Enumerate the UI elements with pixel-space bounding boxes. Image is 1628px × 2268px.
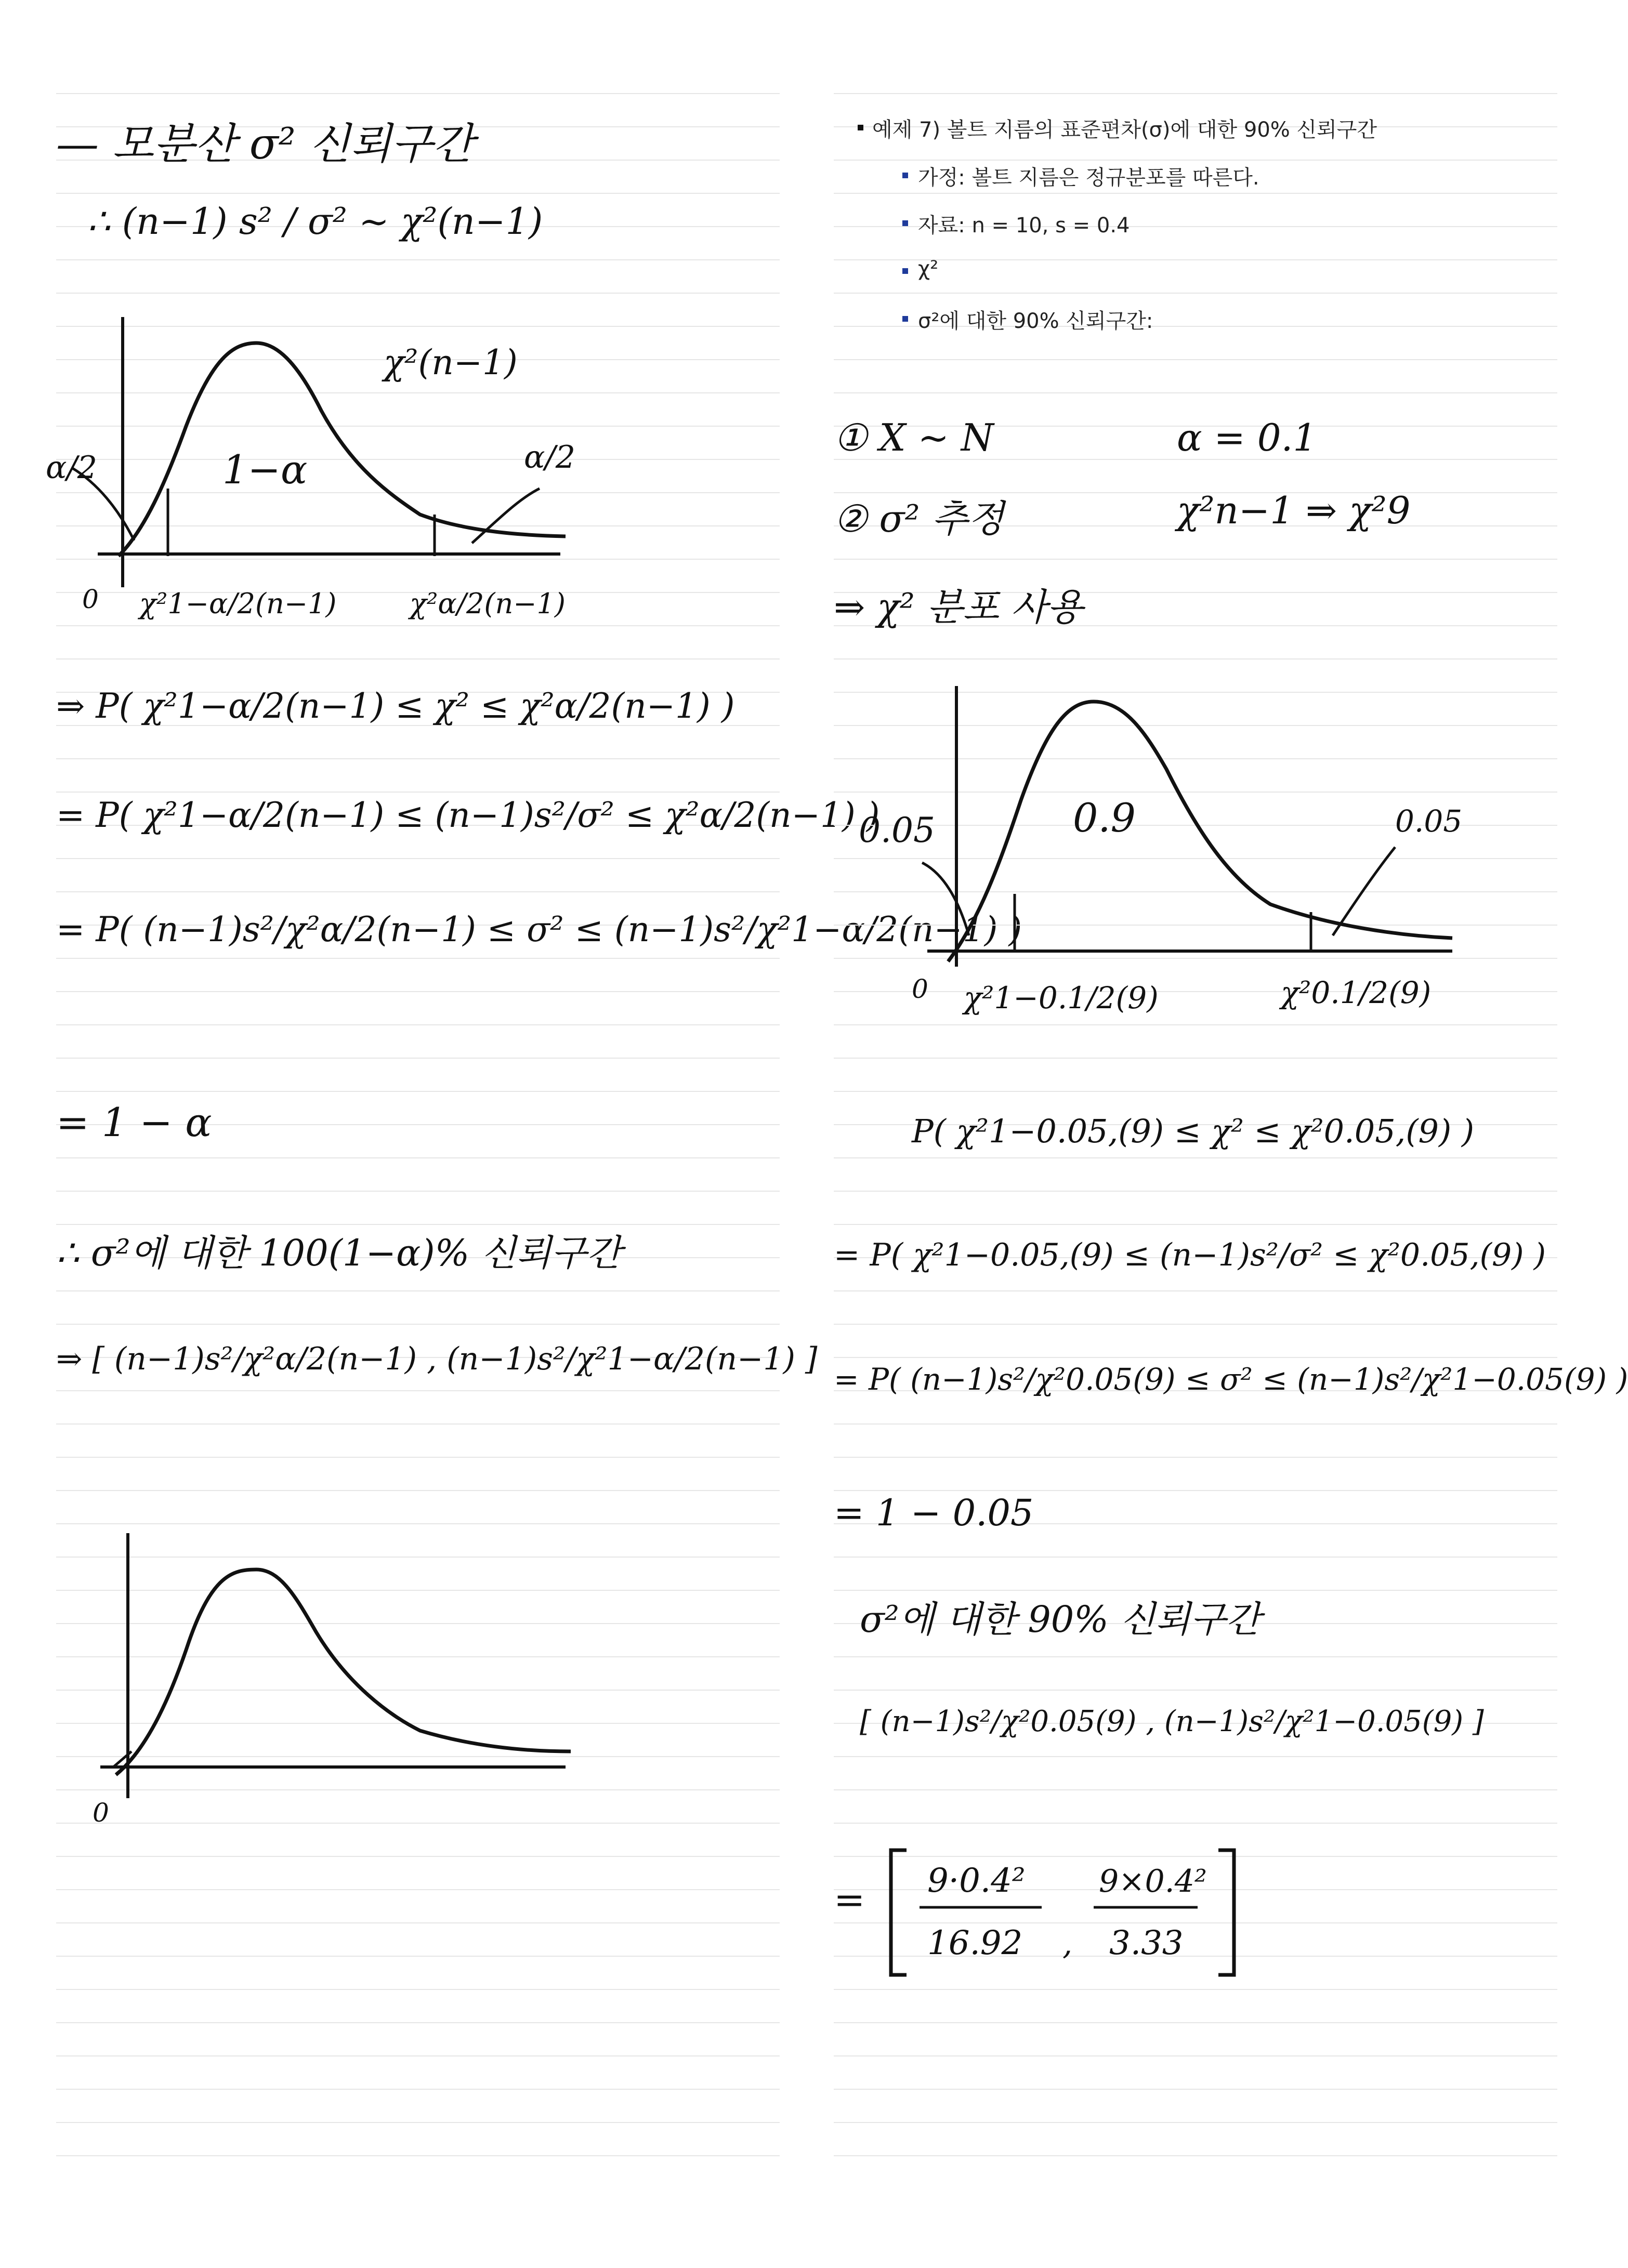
center-area-label: 1−α: [222, 446, 308, 493]
curve-label: χ²(n−1): [384, 342, 518, 383]
bullet-marker: [858, 125, 863, 130]
bullet-marker: [902, 173, 908, 178]
origin-label: 0: [912, 974, 928, 1004]
example-interval: [ (n−1)s²/χ²0.05(9) , (n−1)s²/χ²1−0.05(9) ]: [860, 1705, 1484, 1738]
left-numerator: 9·0.4²: [927, 1862, 1026, 1900]
section-title: — 모분산 σ² 신뢰구간: [56, 120, 474, 169]
right-bracket: [1218, 1850, 1234, 1975]
right-denominator: 3.33: [1109, 1924, 1184, 1962]
chi-square-item: χ²: [918, 257, 939, 281]
x-right-label: χ²0.1/2(9): [1281, 975, 1432, 1010]
conclusion-line: ∴ σ²에 대한 100(1−α)% 신뢰구간: [56, 1232, 622, 1274]
alpha-value: α = 0.1: [1177, 416, 1317, 459]
chi-df: χ²n−1 ⇒ χ²9: [1177, 489, 1411, 532]
center-area-label: 0.9: [1073, 795, 1136, 841]
right-column: [834, 78, 1628, 2188]
example-conclusion: σ²에 대한 90% 신뢰구간: [860, 1598, 1261, 1641]
example-eq-3: = P( (n−1)s²/χ²0.05(9) ≤ σ² ≤ (n−1)s²/χ²1−0.05(9) ): [834, 1362, 1628, 1397]
right-tail-label: 0.05: [1395, 803, 1463, 839]
density-curve: [116, 1570, 571, 1775]
equation-1: ⇒ P( χ²1−α/2(n−1) ≤ χ² ≤ χ²α/2(n−1) ): [56, 686, 735, 726]
left-tail-label: 0.05: [859, 810, 935, 850]
numeric-result: [834, 1835, 1354, 1990]
x-left-label: χ²1−α/2(n−1): [139, 587, 337, 620]
equation-4: = 1 − α: [56, 1099, 212, 1145]
example-eq-4: = 1 − 0.05: [834, 1492, 1034, 1534]
result-equals: =: [834, 1878, 865, 1921]
origin-label: 0: [93, 1798, 109, 1828]
left-denominator: 16.92: [927, 1924, 1023, 1962]
step-2: ② σ² 추정: [834, 497, 1004, 540]
data-item: 자료: n = 10, s = 0.4: [918, 214, 1130, 238]
pivot-statement: ∴ (n−1) s² / σ² ~ χ²(n−1): [87, 200, 543, 243]
bullet-marker: [902, 268, 908, 274]
origin-label: 0: [82, 584, 99, 614]
left-bracket: [891, 1850, 907, 1975]
example-eq-2: = P( χ²1−0.05,(9) ≤ (n−1)s²/σ² ≤ χ²0.05,(9) ): [834, 1237, 1546, 1273]
interval-item: σ²에 대한 90% 신뢰구간:: [918, 309, 1153, 333]
use-chi-square: ⇒ χ² 분포 사용: [834, 585, 1083, 629]
example-eq-1: P( χ²1−0.05,(9) ≤ χ² ≤ χ²0.05,(9) ): [912, 1112, 1475, 1150]
equation-2: = P( χ²1−α/2(n−1) ≤ (n−1)s²/σ² ≤ χ²α/2(n−1) ): [56, 795, 880, 835]
interval-formula: ⇒ [ (n−1)s²/χ²α/2(n−1) , (n−1)s²/χ²1−α/2(n−1) ]: [56, 1341, 818, 1377]
bullet-marker: [902, 316, 908, 322]
left-tail-arrow: [922, 863, 969, 935]
assumption-item: 가정: 볼트 지름은 정규분포를 따른다.: [918, 166, 1259, 190]
example-title: 예제 7) 볼트 지름의 표준편차(σ)에 대한 90% 신뢰구간: [872, 118, 1377, 142]
left-tail-label: α/2: [46, 450, 97, 486]
bullet-marker: [902, 220, 908, 226]
x-left-label: χ²1−0.1/2(9): [964, 980, 1159, 1016]
chi-square-diagram-example: [834, 676, 1557, 1050]
right-numerator: 9×0.4²: [1099, 1863, 1207, 1900]
chi-square-diagram-1: [46, 312, 654, 676]
right-tail-arrow: [1333, 847, 1395, 935]
chi-square-diagram-2: [56, 1507, 654, 1871]
density-curve: [948, 702, 1452, 961]
x-right-label: χ²α/2(n−1): [410, 587, 566, 620]
right-tail-label: α/2: [524, 439, 575, 476]
result-separator: ,: [1062, 1926, 1073, 1962]
equation-3: = P( (n−1)s²/χ²α/2(n−1) ≤ σ² ≤ (n−1)s²/χ²1−α/2(n−1) ): [56, 909, 1022, 950]
step-1: ① X ~ N: [834, 416, 994, 459]
